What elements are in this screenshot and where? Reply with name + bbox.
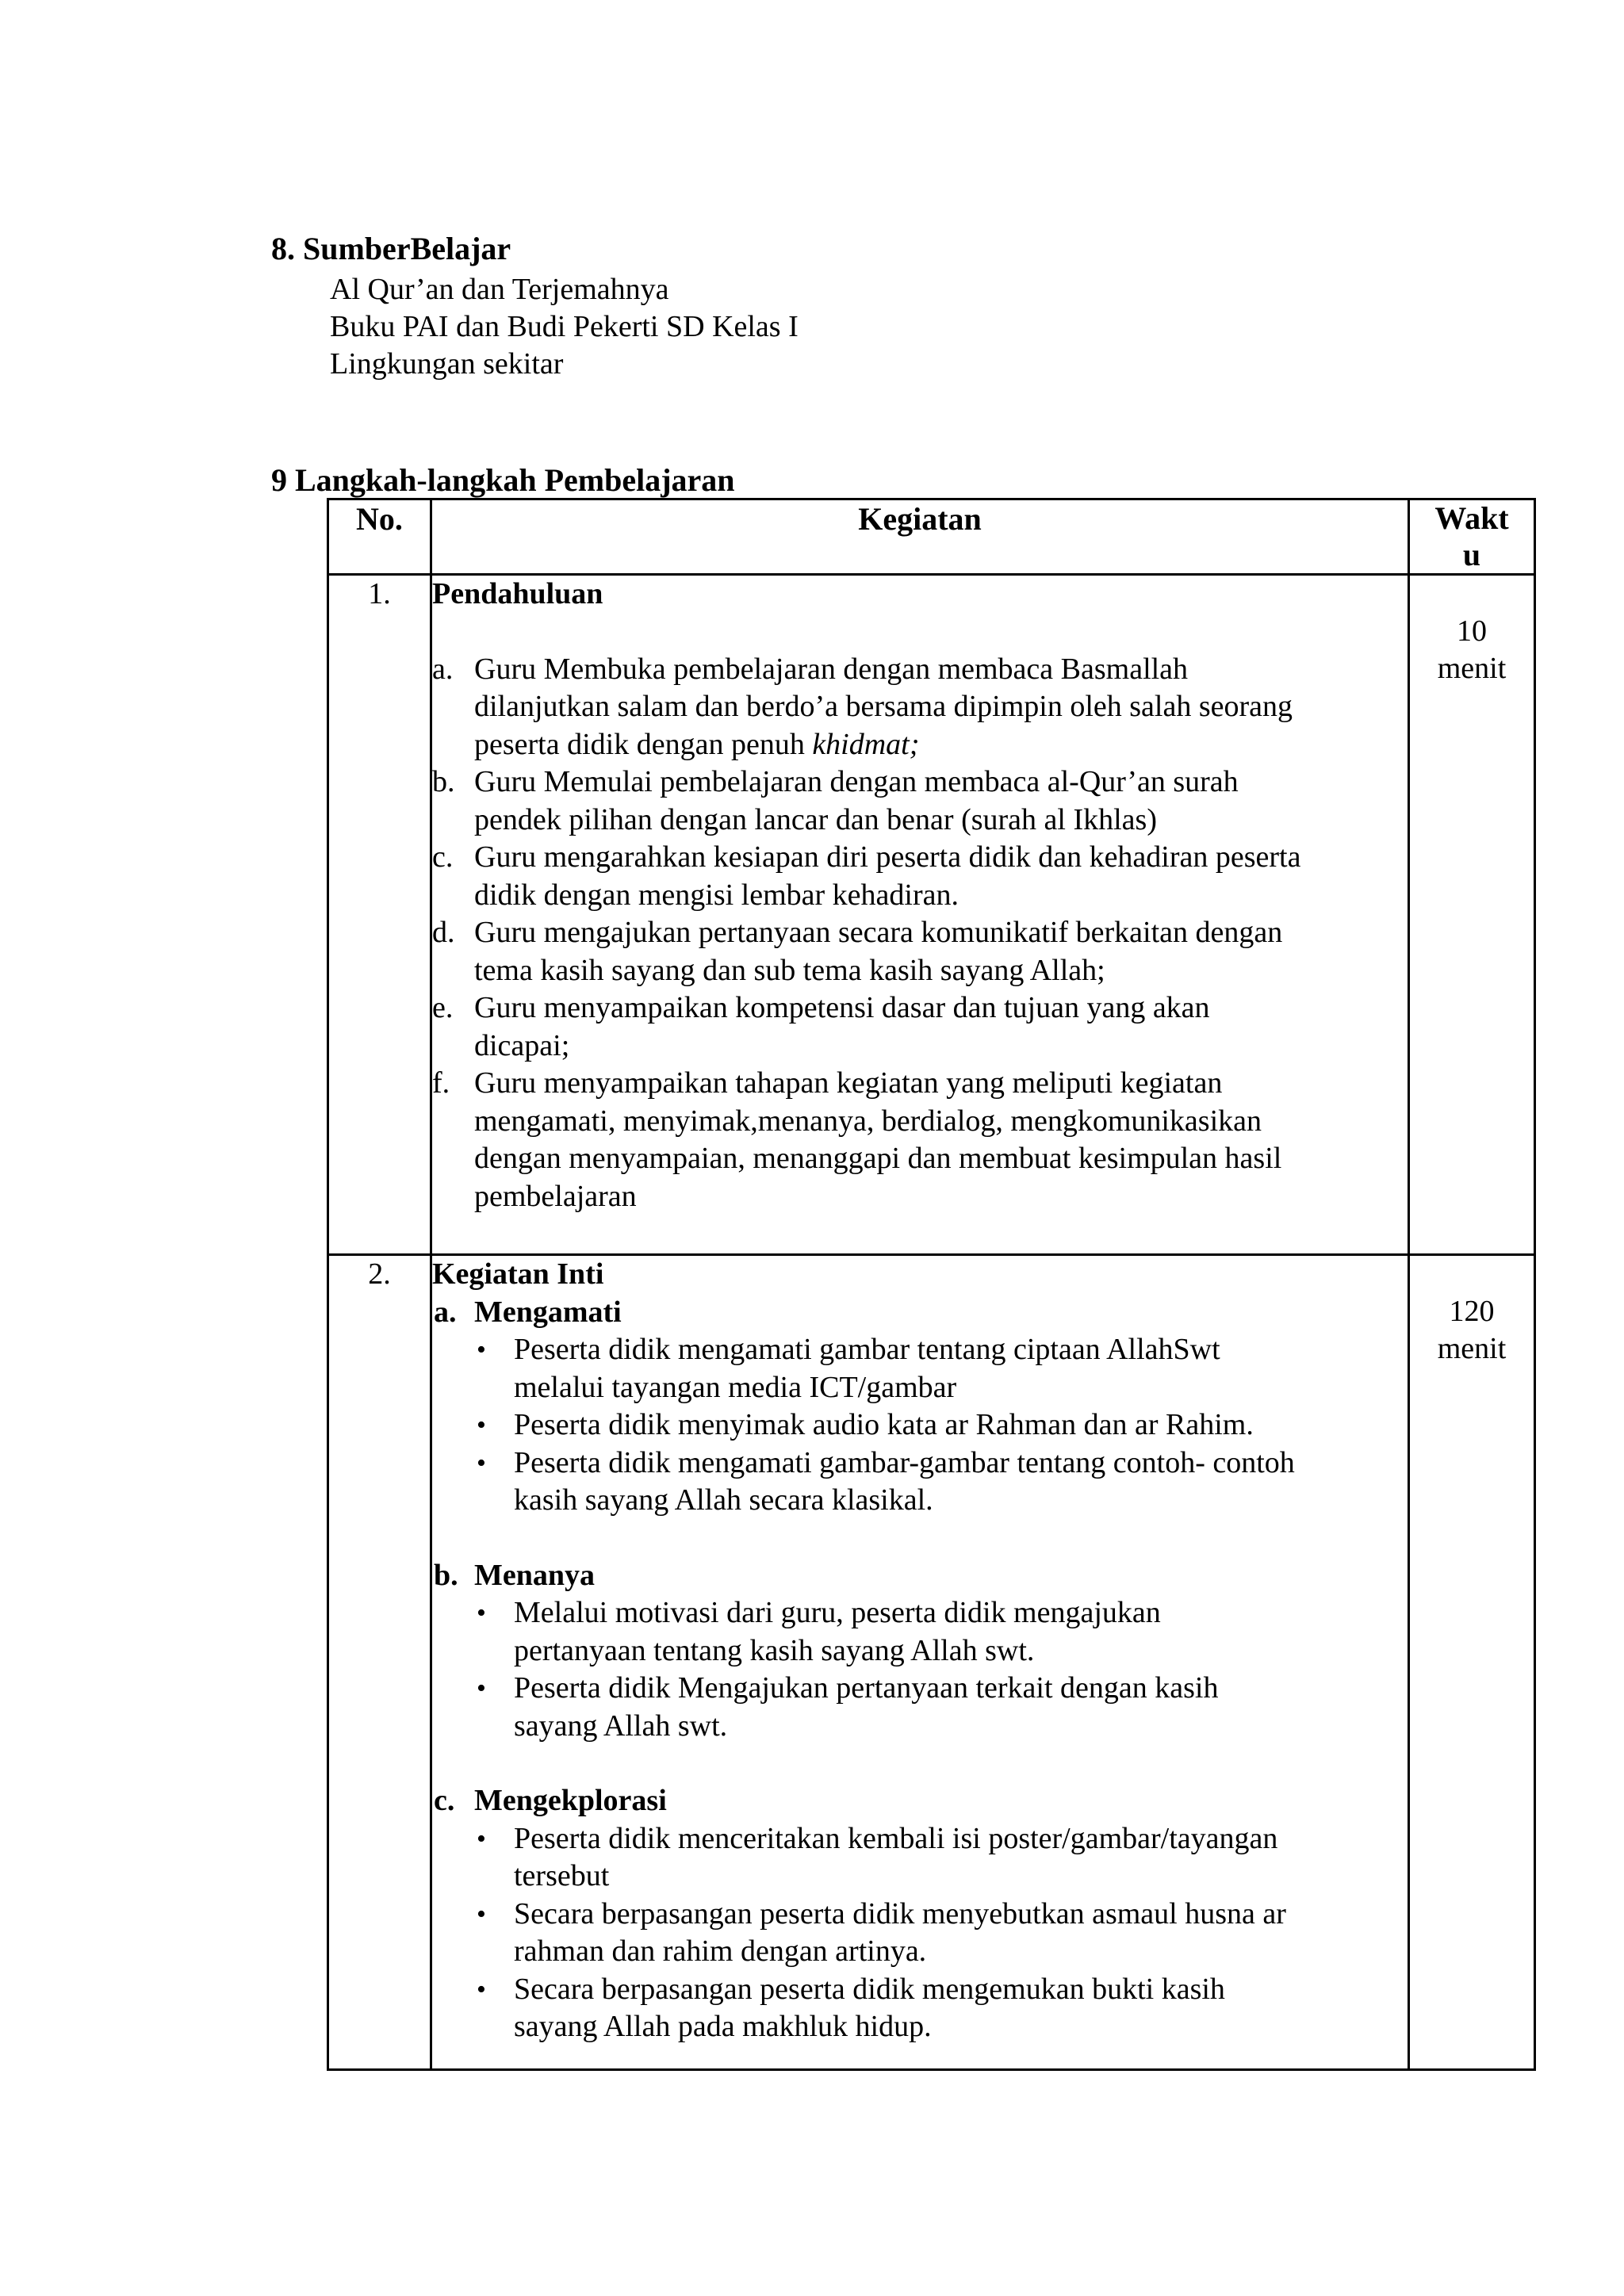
row-activity [431, 575, 1409, 1255]
header-kegiatan: Kegiatan [431, 499, 1409, 575]
item-line: tema kasih sayang dan sub tema kasih sayang Allah; [474, 953, 1105, 987]
learning-source-item: Lingkungan sekitar [330, 347, 564, 381]
item-label: f. [432, 1066, 450, 1100]
activity-heading: Pendahuluan [432, 577, 603, 610]
duration-unit: menit [1437, 1332, 1507, 1365]
row-number: 2. [328, 1255, 431, 2070]
item-line: Guru menyampaikan tahapan kegiatan yang meliputi kegiatan [474, 1066, 1223, 1100]
item-line: dengan menyampaian, menanggapi dan membuat kesimpulan hasil [474, 1142, 1282, 1175]
bullet-line: kasih sayang Allah secara klasikal. [514, 1483, 933, 1517]
bullet-icon: • [477, 1448, 486, 1478]
row-activity [431, 1255, 1409, 2070]
bullet-icon: • [477, 1598, 486, 1628]
bullet-icon: • [477, 1335, 486, 1364]
header-waktu-line2: u [1462, 537, 1481, 572]
bullet-item [432, 1971, 1408, 2046]
bullet-line: Peserta didik mengamati gambar-gambar tentang contoh- contoh [514, 1445, 1295, 1479]
list-item [432, 763, 1408, 839]
bullet-line: tersebut [514, 1859, 610, 1892]
subsection-title: Mengekplorasi [474, 1784, 667, 1817]
bullet-line: Melalui motivasi dari guru, peserta didik mengajukan [514, 1596, 1161, 1629]
bullet-line: sayang Allah pada makhluk hidup. [514, 2010, 932, 2043]
table-header-row [328, 499, 1535, 575]
item-label: b. [432, 765, 455, 798]
item-line [474, 726, 1408, 764]
bullet-icon: • [477, 1899, 486, 1929]
duration-unit: menit [1437, 652, 1507, 685]
row-duration [1409, 575, 1535, 1255]
bullet-icon: • [477, 1974, 486, 2004]
item-label: c. [432, 840, 454, 874]
list-item [432, 914, 1408, 989]
bullet-line: pertanyaan tentang kasih sayang Allah swt. [514, 1633, 1035, 1667]
subsection-title: Menanya [474, 1558, 595, 1592]
bullet-item [432, 1445, 1408, 1520]
table-row [328, 1255, 1535, 2070]
item-line: didik dengan mengisi lembar kehadiran. [474, 878, 959, 912]
bullet-item [432, 1820, 1408, 1896]
item-line: Guru mengajukan pertanyaan secara komunikatif berkaitan dengan [474, 916, 1283, 949]
subsection-heading [432, 1782, 1408, 1820]
subsection-heading [432, 1294, 1408, 1332]
list-item [432, 1065, 1408, 1215]
item-line: pembelajaran [474, 1179, 637, 1213]
activity-heading: Kegiatan Inti [432, 1257, 604, 1291]
list-item [432, 839, 1408, 914]
bullet-line: Peserta didik menyimak audio kata ar Rahman dan ar Rahim. [514, 1408, 1254, 1441]
item-label: a. [432, 652, 454, 686]
bullet-line: rahman dan rahim dengan artinya. [514, 1934, 927, 1968]
bullet-item [432, 1331, 1408, 1406]
item-line: Guru menyampaikan kompetensi dasar dan tujuan yang akan [474, 991, 1210, 1024]
row-duration [1409, 1255, 1535, 2070]
bullet-line: Secara berpasangan peserta didik mengemukan bukti kasih [514, 1972, 1225, 2006]
item-line: Guru Memulai pembelajaran dengan membaca al-Qur’an surah [474, 765, 1239, 798]
learning-sources-list [330, 271, 799, 383]
table-row [328, 575, 1535, 1255]
bullet-item [432, 1594, 1408, 1670]
item-line: Guru mengarahkan kesiapan diri peserta didik dan kehadiran peserta [474, 840, 1301, 874]
item-line: dicapai; [474, 1028, 570, 1062]
bullet-item [432, 1406, 1408, 1445]
bullet-line: Secara berpasangan peserta didik menyebutkan asmaul husna ar [514, 1896, 1286, 1931]
item-line: pendek pilihan dengan lancar dan benar (surah al Ikhlas) [474, 802, 1157, 836]
subsection-label: c. [434, 1784, 455, 1817]
bullet-line: Peserta didik Mengajukan pertanyaan terkait dengan kasih [514, 1671, 1219, 1705]
subsection-heading [432, 1557, 1408, 1595]
list-item [432, 651, 1408, 764]
learning-steps-table [327, 498, 1536, 2071]
bullet-line: sayang Allah swt. [514, 1709, 728, 1743]
bullet-icon: • [477, 1823, 486, 1854]
item-text: peserta didik dengan penuh [474, 727, 813, 761]
bullet-icon: • [477, 1410, 486, 1440]
header-waktu [1409, 499, 1535, 575]
bullet-item [432, 1670, 1408, 1745]
row-number: 1. [328, 575, 431, 1255]
header-no: No. [328, 499, 431, 575]
list-item [432, 989, 1408, 1065]
subsection-title: Mengamati [474, 1295, 622, 1329]
header-waktu-line1: Wakt [1434, 500, 1509, 536]
bullet-item [432, 1896, 1408, 1971]
item-line: dilanjutkan salam dan berdo’a bersama dipimpin oleh salah seorang [474, 690, 1293, 723]
learning-source-item: Buku PAI dan Budi Pekerti SD Kelas I [330, 310, 799, 343]
item-line: Guru Membuka pembelajaran dengan membaca Basmallah [474, 652, 1189, 686]
bullet-icon: • [477, 1674, 486, 1703]
subsection-label: a. [434, 1295, 457, 1329]
learning-source-item: Al Qur’an dan Terjemahnya [330, 273, 669, 306]
bullet-line: melalui tayangan media ICT/gambar [514, 1370, 957, 1404]
bullet-line: Peserta didik mengamati gambar tentang ciptaan AllahSwt [514, 1333, 1220, 1366]
item-label: e. [432, 991, 454, 1024]
item-italic-text: khidmat; [812, 727, 920, 761]
section-9-title: 9 Langkah-langkah Pembelajaran [271, 462, 735, 498]
item-label: d. [432, 916, 455, 949]
duration-value: 120 [1449, 1295, 1495, 1328]
duration-value: 10 [1457, 614, 1487, 648]
item-line: mengamati, menyimak,menanya, berdialog, mengkomunikasikan [474, 1104, 1262, 1138]
subsection-label: b. [434, 1558, 458, 1592]
bullet-line: Peserta didik menceritakan kembali isi poster/gambar/tayangan [514, 1821, 1278, 1855]
section-8-title: 8. SumberBelajar [271, 231, 511, 266]
